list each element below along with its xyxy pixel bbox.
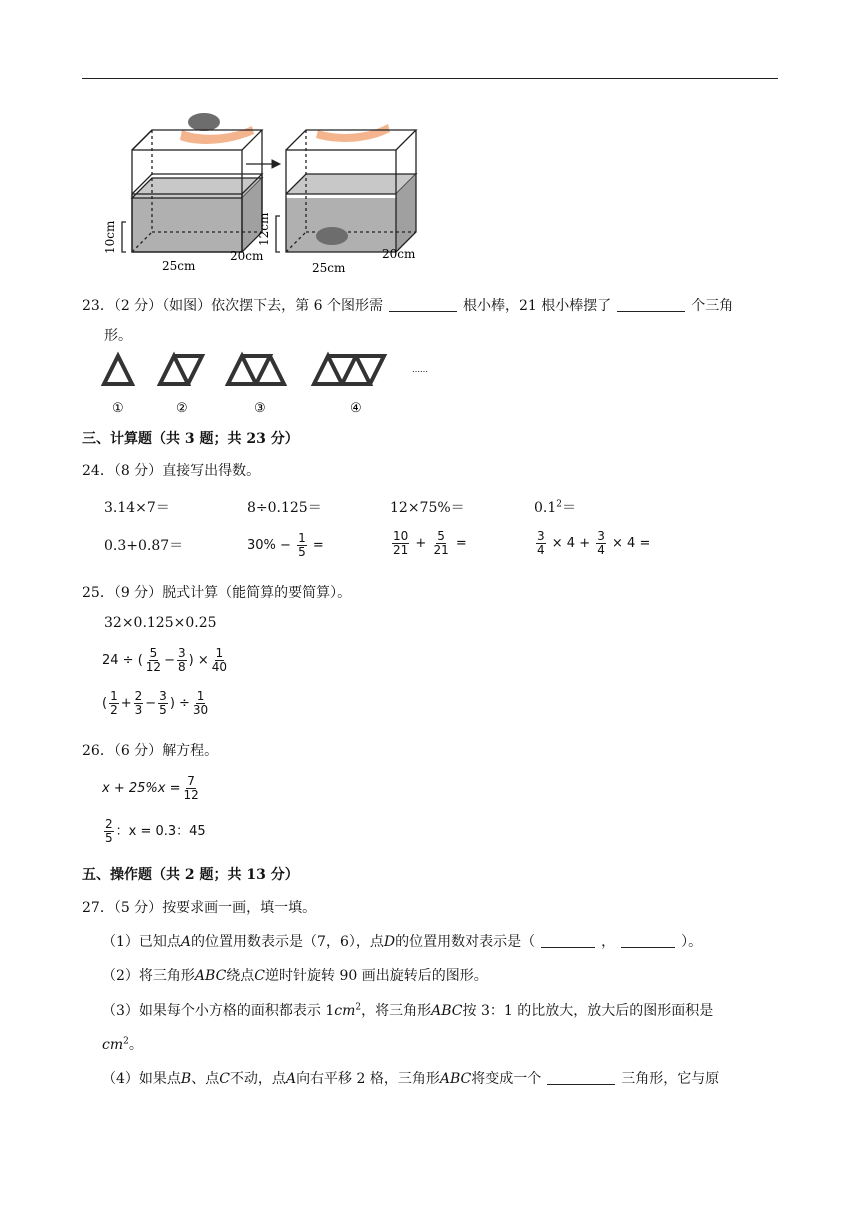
q25-header: 25．（9 分）脱式计算（能简算的要简算）。 [82,585,352,601]
question-score: （2 分） [113,298,163,314]
q25-line2: 24 ÷ ( $\frac{5}{12}$ − $\frac{3}{8}$ ) × $\frac{1}{40}$ [102,646,227,674]
section-title: 三、计算题（共 3 题；共 23 分） [82,431,299,447]
label-25cm-right: 25cm [312,261,346,275]
label-25cm-left: 25cm [162,259,196,273]
answer-blank[interactable] [541,933,595,948]
figure-label-3: ③ [254,401,266,416]
q27-part4: （4）如果点B、点C不动，点A向右平移 2 格，三角形ABC将变成一个 三角形，它与原 [102,1071,720,1087]
water-tank-figure [96,104,426,279]
q27-part2: （2）将三角形ABC绕点C逆时针旋转 90 画出旋转后的图形。 [102,968,488,984]
q27-part3-cont: $cm^2$。 [102,1036,143,1053]
question-number: 23． [82,298,114,314]
figure-label-2: ② [176,401,188,416]
label-10cm: 10cm [103,220,117,254]
q24-item: 3.14×7＝ [104,500,170,516]
q25-line1: 32×0.125×0.25 [104,615,217,631]
q24-item: 30% − $\frac{1}{5}$ = [247,531,324,559]
open-hand-icon [316,124,390,142]
label-12cm: 12cm [257,212,271,246]
q27-header: 27．（5 分）按要求画一画，填一填。 [82,900,317,916]
q26-eq1: x + 25%x = $\frac{7}{12}$ [102,774,199,802]
answer-blank[interactable] [547,1070,615,1085]
q24-item: $\frac{3}{4}$ × 4 + $\frac{3}{4}$ × 4 = [537,529,651,557]
answer-blank[interactable] [621,933,675,948]
q27-part3: （3）如果每个小方格的面积都表示 $1cm^2$，将三角形ABC按 3：1 的比放大，放大后的图形面积是 [102,1002,714,1019]
figure-label-1: ① [112,401,124,416]
hand-with-stone-icon [180,113,254,144]
q26-eq2: $\frac{2}{5}$ ：x = 0.3：45 [105,817,206,845]
figure-label-4: ④ [350,401,362,416]
right-tank [276,130,416,252]
answer-blank[interactable] [617,297,685,312]
left-tank [122,130,262,252]
ellipsis: …… [412,365,428,374]
q24-item: 12×75%＝ [390,500,465,516]
label-20cm-right: 20cm [382,247,416,261]
q27-part1: （1）已知点A的位置用数表示是（7，6），点D的位置用数对表示是（ ， ）。 [102,934,703,950]
q23-line2: 形。 [104,328,132,344]
header-rule [82,78,778,79]
arrow-right-icon [246,160,280,168]
q24-header: 24．（8 分）直接写出得数。 [82,463,261,479]
q24-item: 8÷0.125＝ [247,500,322,516]
q25-line3: ( $\frac{1}{2}$ + $\frac{2}{3}$ − $\frac{3}{5}$ ) ÷ $\frac{1}{30}$ [102,689,209,717]
q23-line1: 23．（2 分）（如图）依次摆下去，第 6 个图形需 根小棒，21 根小棒摆了 个三角 [82,298,734,314]
triangle-sticks-figure [100,350,430,416]
label-20cm-left: 20cm [230,249,264,263]
q24-item: 0.3+0.87＝ [104,538,184,554]
triangle-pattern-icon [104,356,384,384]
section-title: 五、操作题（共 2 题；共 13 分） [82,867,299,883]
q26-header: 26．（6 分）解方程。 [82,743,219,759]
q24-item: $\frac{10}{21}$ + $\frac{5}{21}$ = [393,529,467,557]
q24-item: $0.1^2=$ [534,499,576,516]
answer-blank[interactable] [389,297,457,312]
